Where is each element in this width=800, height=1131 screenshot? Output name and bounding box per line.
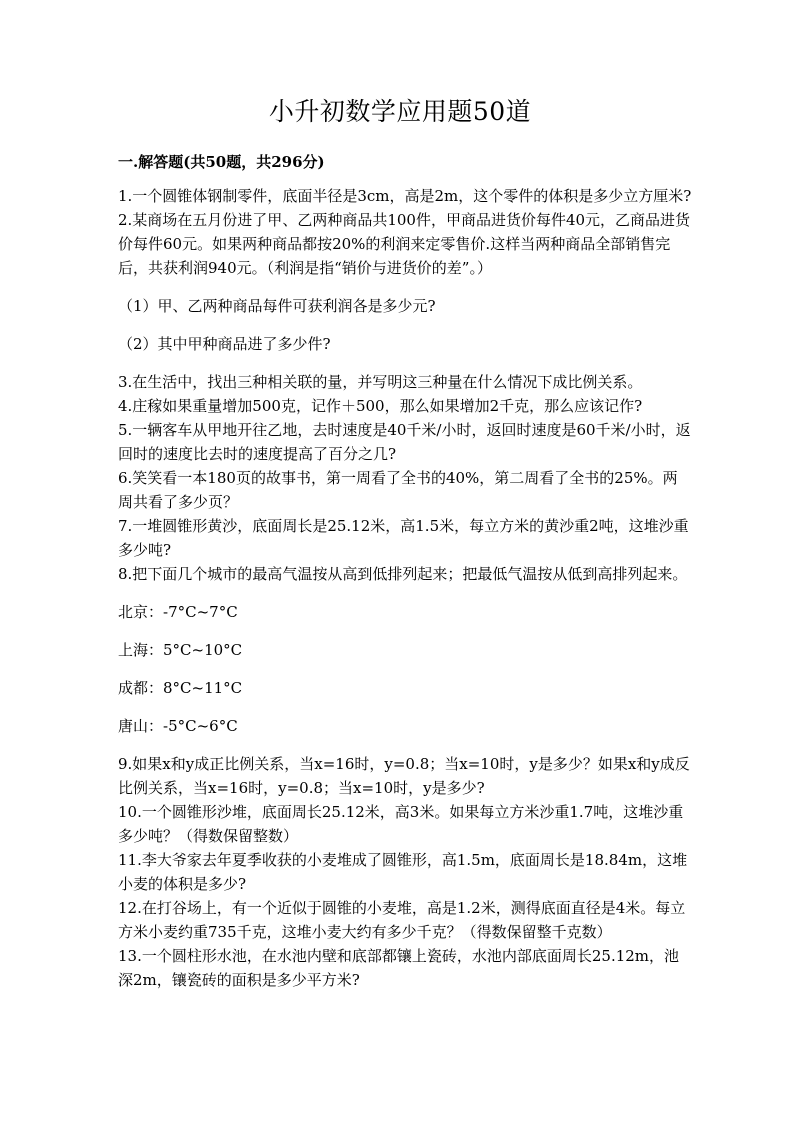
city-beijing-temp: 北京：-7°C~7°C <box>118 603 238 621</box>
question-7: 7.一堆圆锥形黄沙，底面周长是25.12米，高1.5米，每立方米的黄沙重2吨，这堆沙重多少吨? <box>118 517 689 559</box>
question-5: 5.一辆客车从甲地开往乙地，去时速度是40千米/小时，返回时速度是60千米/小时，返回时的速度比去时的速度提高了百分之几? <box>118 421 691 463</box>
question-4: 4.庄稼如果重量增加500克，记作＋500，那么如果增加2千克，那么应该记作? <box>118 397 643 415</box>
question-12: 12.在打谷场上，有一个近似于圆锥的小麦堆，高是1.2米，测得底面直径是4米。每立方米小麦约重735千克，这堆小麦大约有多少千克？（得数保留整千克数） <box>118 899 686 941</box>
spacer <box>118 624 692 638</box>
question-2-part-1: （1）甲、乙两种商品每件可获利润各是多少元? <box>118 297 436 315</box>
spacer <box>118 738 692 752</box>
question-10: 10.一个圆锥形沙堆，底面周长25.12米，高3米。如果每立方米沙重1.7吨，这堆沙重多少吨？（得数保留整数） <box>118 803 684 845</box>
document-title: 小升初数学应用题50道 <box>268 97 532 126</box>
city-chengdu-temp: 成都：8°C~11°C <box>118 679 243 697</box>
question-11: 11.李大爷家去年夏季收获的小麦堆成了圆锥形，高1.5m，底面周长是18.84m，这堆小麦的体积是多少? <box>118 851 688 893</box>
city-shanghai-temp: 上海：5°C~10°C <box>118 641 243 659</box>
question-3: 3.在生活中，找出三种相关联的量，并写明这三种量在什么情况下成比例关系。 <box>118 373 643 391</box>
question-list <box>118 184 692 992</box>
spacer <box>118 280 692 294</box>
question-2-part-2: （2）其中甲种商品进了多少件? <box>118 335 331 353</box>
question-13: 13.一个圆柱形水池，在水池内壁和底部都镶上瓷砖，水池内部底面周长25.12m，池深2m，镶瓷砖的面积是多少平方米? <box>118 947 680 989</box>
question-2: 2.某商场在五月份进了甲、乙两种商品共100件，甲商品进货价每件40元，乙商品进货价每件60元。如果两种商品都按20%的利润来定零售价.这样当两种商品全部销售完后，共获利润940元。（利润是指“销价与进货价的差”。） <box>118 211 691 277</box>
section-heading: 一.解答题(共50题，共296分) <box>118 153 325 171</box>
question-6: 6.笑笑看一本180页的故事书，第一周看了全书的40%，第二周看了全书的25%。两周共看了多少页？ <box>118 469 678 511</box>
spacer <box>118 662 692 676</box>
spacer <box>118 318 692 332</box>
question-1: 1.一个圆锥体钢制零件，底面半径是3cm，高是2m，这个零件的体积是多少立方厘米? <box>118 187 692 205</box>
question-9: 9.如果x和y成正比例关系，当x=16时，y=0.8；当x=10时，y是多少？如果x和y成反比例关系，当x=16时，y=0.8；当x=10时，y是多少? <box>118 755 690 797</box>
spacer <box>118 356 692 370</box>
question-8: 8.把下面几个城市的最高气温按从高到低排列起来；把最低气温按从低到高排列起来。 <box>118 565 688 583</box>
spacer <box>118 700 692 714</box>
spacer <box>118 586 692 600</box>
city-tangshan-temp: 唐山：-5°C~6°C <box>118 717 238 735</box>
